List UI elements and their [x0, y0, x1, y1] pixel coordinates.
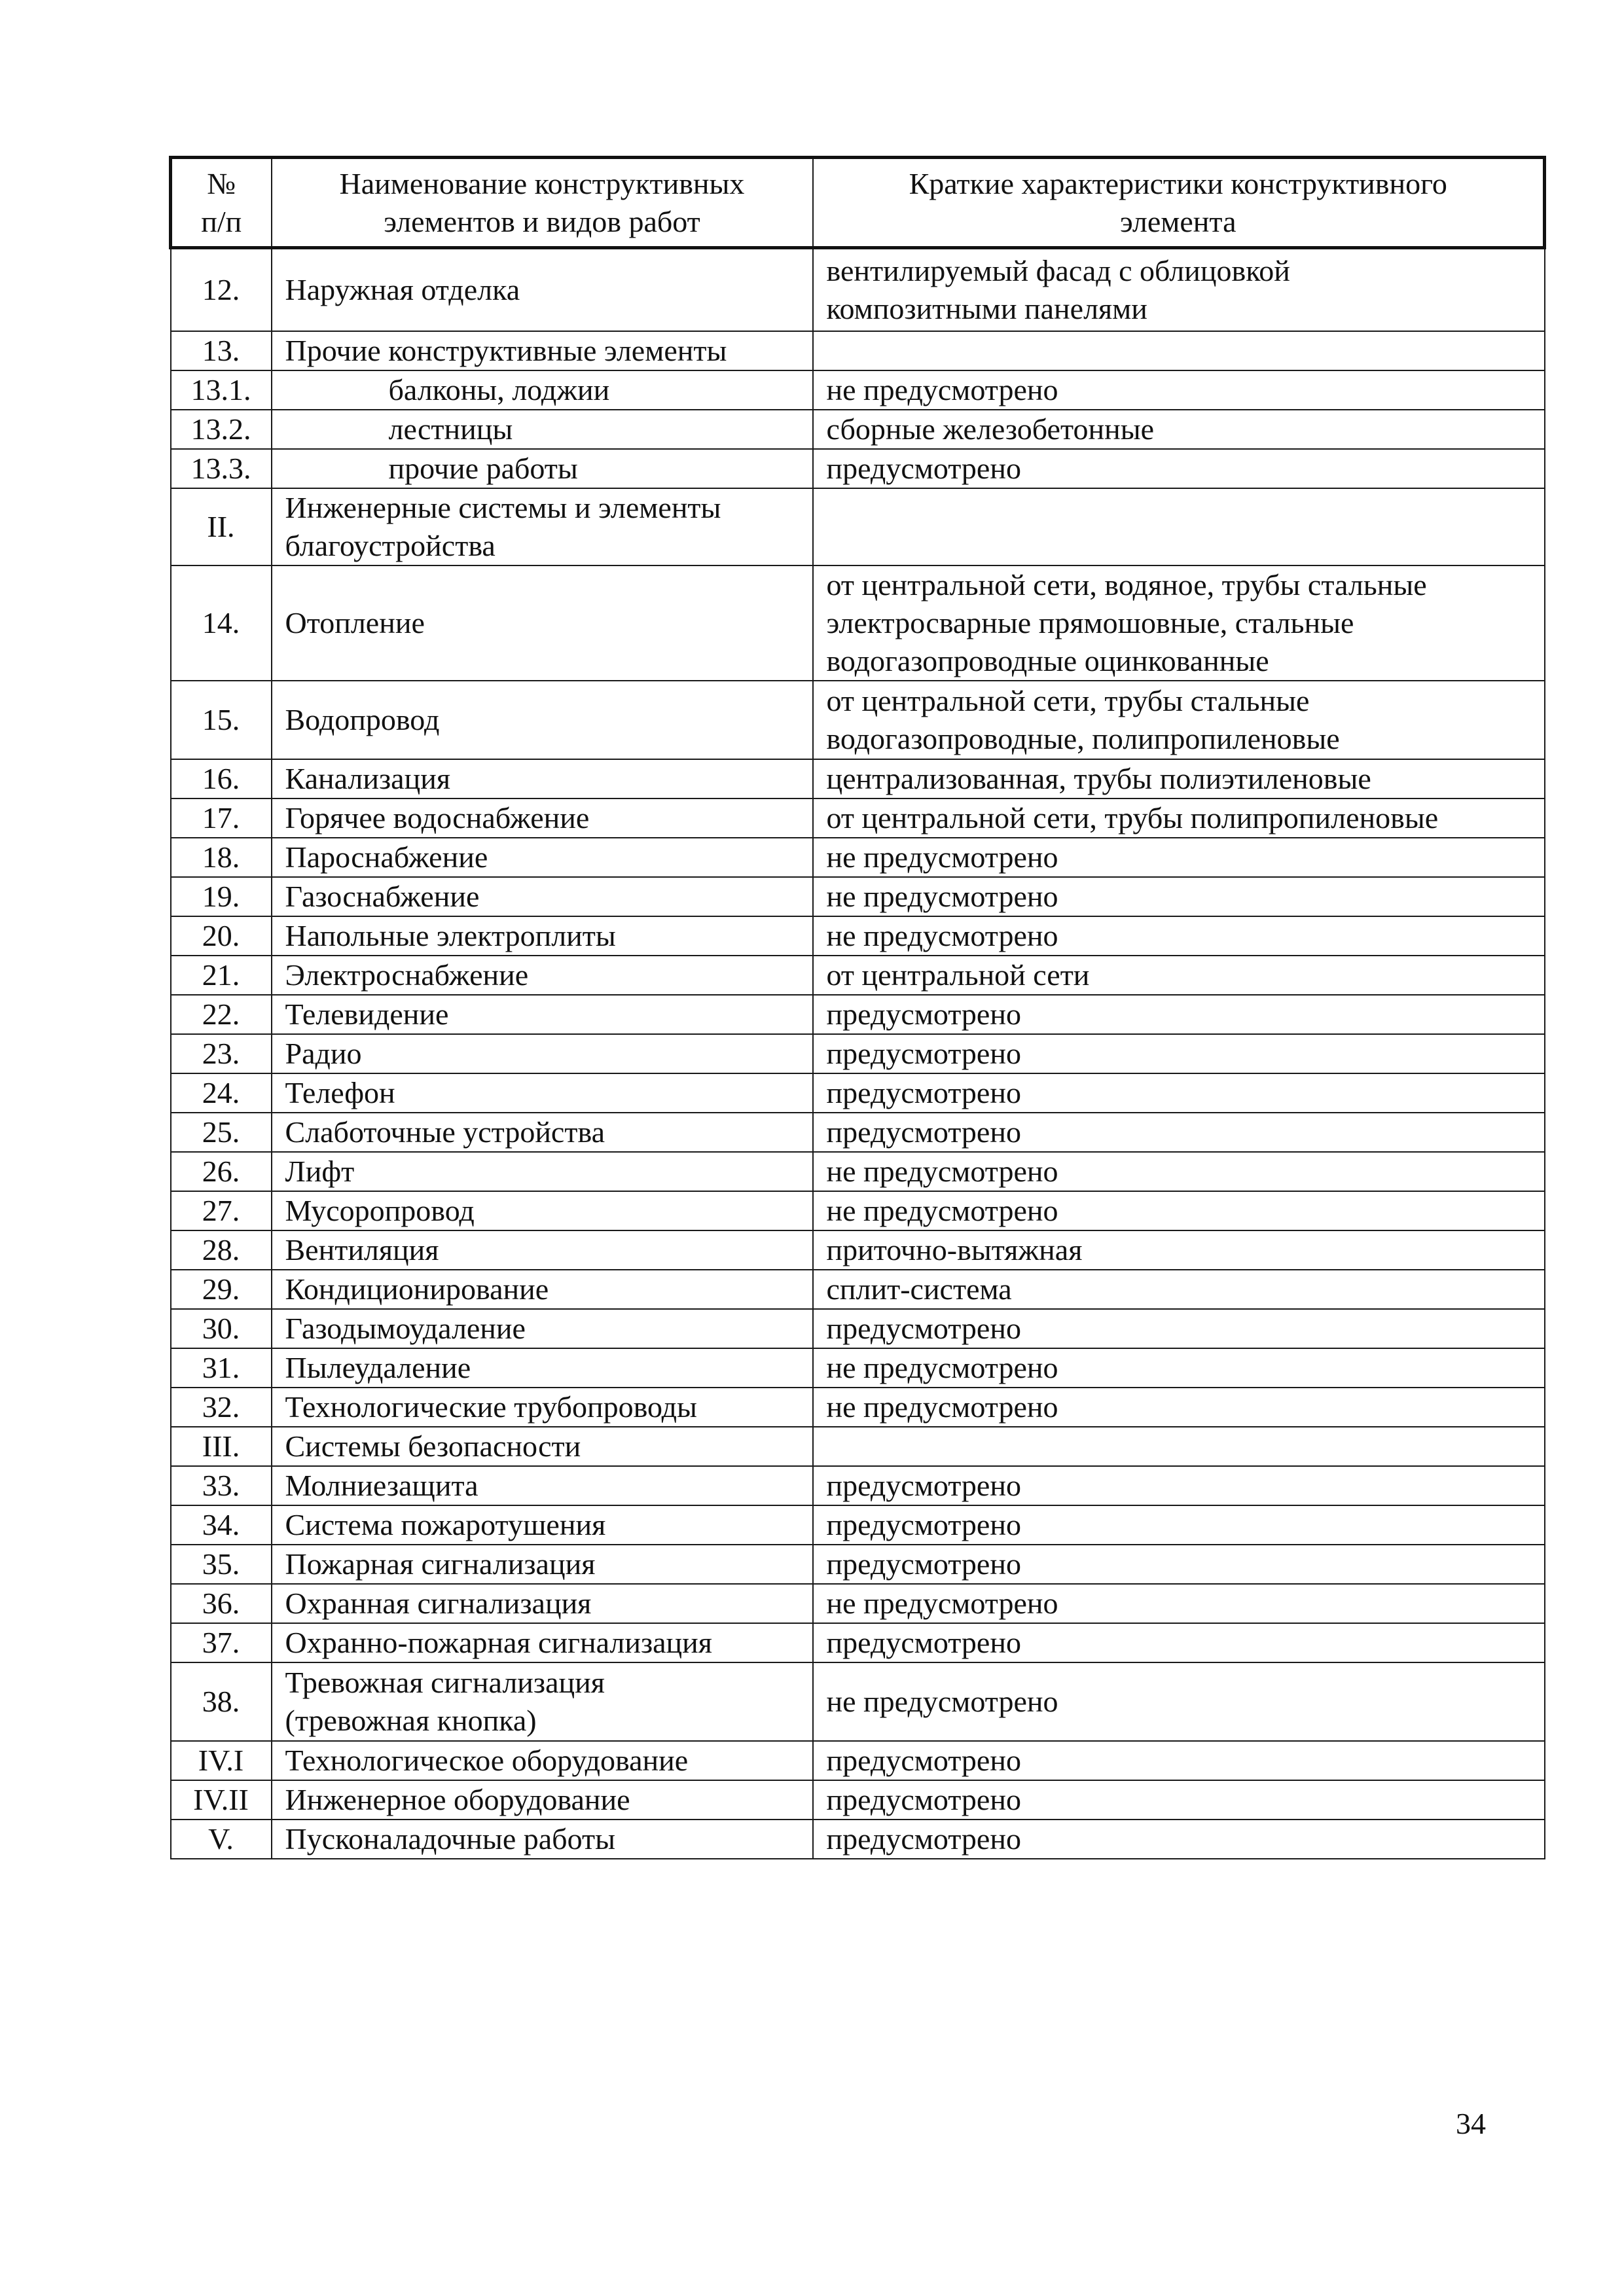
header-desc [813, 158, 1545, 248]
row-number: 15. [171, 681, 272, 759]
table-row [171, 331, 1545, 370]
element-name [272, 1348, 813, 1388]
element-name-line: Вентиляция [285, 1233, 439, 1266]
row-number: II. [171, 488, 272, 565]
element-characteristics [813, 565, 1545, 681]
element-name-line: Канализация [285, 762, 450, 795]
element-name [272, 838, 813, 877]
table-row [171, 1820, 1545, 1859]
characteristics-line: от центральной сети, водяное, трубы стальные [826, 568, 1427, 601]
element-name-line: Охранно-пожарная сигнализация [285, 1626, 712, 1659]
row-number: V. [171, 1820, 272, 1859]
element-name-line: Слаботочные устройства [285, 1115, 605, 1149]
element-name-line: Технологическое оборудование [285, 1744, 689, 1777]
element-name [272, 1584, 813, 1623]
table-row [171, 1780, 1545, 1820]
row-number: 37. [171, 1623, 272, 1662]
characteristics-line: предусмотрено [826, 1037, 1021, 1070]
element-name-line: прочие работы [388, 452, 578, 485]
table-row [171, 488, 1545, 565]
row-number: 19. [171, 877, 272, 916]
table-row [171, 1388, 1545, 1427]
table-row [171, 1230, 1545, 1270]
element-name-line: (тревожная кнопка) [285, 1704, 537, 1737]
table-row [171, 1545, 1545, 1584]
characteristics-line: от центральной сети, трубы полипропиленовые [826, 801, 1439, 834]
table-row [171, 681, 1545, 759]
element-name [272, 995, 813, 1034]
table-row [171, 1427, 1545, 1466]
characteristics-line: не предусмотрено [826, 1351, 1058, 1384]
table-row [171, 1505, 1545, 1545]
element-characteristics [813, 1152, 1545, 1191]
characteristics-line: электросварные прямошовные, стальные [826, 606, 1354, 639]
characteristics-line: сборные железобетонные [826, 412, 1155, 446]
element-name-line: Газодымоудаление [285, 1312, 526, 1345]
header-desc-line: Краткие характеристики конструктивного [909, 166, 1447, 200]
table-row [171, 759, 1545, 798]
element-characteristics [813, 1466, 1545, 1505]
element-name-line: Отопление [285, 606, 425, 639]
table-row [171, 1309, 1545, 1348]
characteristics-line: от центральной сети, трубы стальные [826, 684, 1310, 717]
element-name-line: Радио [285, 1037, 362, 1070]
characteristics-line: предусмотрено [826, 1626, 1021, 1659]
element-name-line: Мусоропровод [285, 1194, 475, 1227]
table-row [171, 449, 1545, 488]
table-row [171, 1152, 1545, 1191]
element-name-line: Пусконаладочные работы [285, 1822, 615, 1856]
table-row [171, 248, 1545, 332]
characteristics-line: предусмотрено [826, 1508, 1021, 1541]
element-name-line: Прочие конструктивные элементы [285, 334, 727, 367]
row-number: 24. [171, 1073, 272, 1113]
element-characteristics [813, 1505, 1545, 1545]
element-characteristics [813, 1270, 1545, 1309]
element-characteristics [813, 370, 1545, 410]
element-name [272, 1427, 813, 1466]
characteristics-line: композитными панелями [826, 292, 1147, 325]
characteristics-line: сплит-система [826, 1272, 1012, 1306]
characteristics-line: не предусмотрено [826, 840, 1058, 874]
characteristics-line: предусмотрено [826, 1115, 1021, 1149]
table-row [171, 838, 1545, 877]
element-name-line: Технологические трубопроводы [285, 1390, 697, 1424]
row-number: IV.II [171, 1780, 272, 1820]
element-characteristics [813, 916, 1545, 956]
row-number: 28. [171, 1230, 272, 1270]
row-number: 14. [171, 565, 272, 681]
characteristics-line: не предусмотрено [826, 919, 1058, 952]
element-characteristics [813, 1034, 1545, 1073]
header-num-line: п/п [201, 204, 242, 238]
characteristics-line: не предусмотрено [826, 1155, 1058, 1188]
row-number: 27. [171, 1191, 272, 1230]
table-row [171, 1741, 1545, 1780]
characteristics-line: от центральной сети [826, 958, 1090, 992]
row-number: 32. [171, 1388, 272, 1427]
row-number: 33. [171, 1466, 272, 1505]
element-name-line: лестницы [388, 412, 513, 446]
element-name [272, 370, 813, 410]
element-name [272, 1152, 813, 1191]
element-name [272, 1466, 813, 1505]
element-name-line: Горячее водоснабжение [285, 801, 590, 834]
row-number: 20. [171, 916, 272, 956]
element-characteristics [813, 995, 1545, 1034]
element-name [272, 681, 813, 759]
characteristics-line: централизованная, трубы полиэтиленовые [826, 762, 1371, 795]
header-num [171, 158, 272, 248]
page-number: 34 [1456, 2107, 1486, 2140]
table-row [171, 1623, 1545, 1662]
element-name [272, 1388, 813, 1427]
row-number: III. [171, 1427, 272, 1466]
element-name-line: Пылеудаление [285, 1351, 471, 1384]
element-characteristics [813, 1623, 1545, 1662]
characteristics-line: предусмотрено [826, 1547, 1021, 1581]
element-name-line: Тревожная сигнализация [285, 1666, 605, 1699]
element-characteristics [813, 1741, 1545, 1780]
row-number: 18. [171, 838, 272, 877]
element-characteristics [813, 1545, 1545, 1584]
row-number: 26. [171, 1152, 272, 1191]
header-name-line: Наименование конструктивных [339, 166, 745, 200]
element-name-line: Лифт [285, 1155, 355, 1188]
element-name-line: Инженерные системы и элементы [285, 491, 721, 524]
characteristics-line: не предусмотрено [826, 1194, 1058, 1227]
header-name [272, 158, 813, 248]
element-name [272, 1270, 813, 1309]
element-characteristics [813, 798, 1545, 838]
element-characteristics [813, 1073, 1545, 1113]
element-name-line: Инженерное оборудование [285, 1783, 630, 1816]
table-row [171, 370, 1545, 410]
characteristics-line: водогазопроводные оцинкованные [826, 644, 1269, 677]
characteristics-line: не предусмотрено [826, 373, 1058, 406]
element-name-line: Телевидение [285, 997, 449, 1031]
table-row [171, 995, 1545, 1034]
table-row [171, 1073, 1545, 1113]
element-name [272, 956, 813, 995]
element-characteristics [813, 877, 1545, 916]
element-characteristics [813, 1348, 1545, 1388]
element-name [272, 1191, 813, 1230]
row-number: 25. [171, 1113, 272, 1152]
table-header-row [171, 158, 1545, 248]
characteristics-line: предусмотрено [826, 1822, 1021, 1856]
row-number: 31. [171, 1348, 272, 1388]
element-characteristics [813, 1584, 1545, 1623]
element-name-line: Системы безопасности [285, 1429, 581, 1463]
characteristics-line: не предусмотрено [826, 1390, 1058, 1424]
element-name [272, 1780, 813, 1820]
characteristics-line: предусмотрено [826, 1312, 1021, 1345]
header-desc-line: элемента [1119, 204, 1236, 238]
table-row [171, 916, 1545, 956]
element-name [272, 1741, 813, 1780]
element-name [272, 1113, 813, 1152]
characteristics-line: предусмотрено [826, 1744, 1021, 1777]
characteristics-line: предусмотрено [826, 997, 1021, 1031]
element-characteristics [813, 681, 1545, 759]
element-name [272, 1034, 813, 1073]
element-name-line: Электроснабжение [285, 958, 529, 992]
element-name [272, 1623, 813, 1662]
element-name [272, 1073, 813, 1113]
row-number: 38. [171, 1662, 272, 1741]
characteristics-line: предусмотрено [826, 1076, 1021, 1109]
row-number: 12. [171, 248, 272, 332]
table-row [171, 1662, 1545, 1741]
row-number: 13. [171, 331, 272, 370]
element-name-line: Водопровод [285, 703, 440, 736]
row-number: 23. [171, 1034, 272, 1073]
element-characteristics [813, 1820, 1545, 1859]
element-name [272, 798, 813, 838]
row-number: 35. [171, 1545, 272, 1584]
header-name-line: элементов и видов работ [384, 204, 700, 238]
row-number: 16. [171, 759, 272, 798]
table-body [171, 248, 1545, 1859]
element-name [272, 488, 813, 565]
element-characteristics [813, 1662, 1545, 1741]
element-name [272, 1505, 813, 1545]
element-name-line: Система пожаротушения [285, 1508, 606, 1541]
element-name [272, 1820, 813, 1859]
element-characteristics [813, 956, 1545, 995]
element-name-line: Пароснабжение [285, 840, 488, 874]
characteristics-line: предусмотрено [826, 1783, 1021, 1816]
header-num-line: № [207, 166, 236, 200]
element-characteristics [813, 248, 1545, 332]
characteristics-table [169, 156, 1546, 1859]
characteristics-line: не предусмотрено [826, 1587, 1058, 1620]
table-row [171, 877, 1545, 916]
element-characteristics [813, 1191, 1545, 1230]
element-characteristics [813, 1388, 1545, 1427]
element-name-line: Телефон [285, 1076, 395, 1109]
element-name [272, 449, 813, 488]
element-name-line: Пожарная сигнализация [285, 1547, 596, 1581]
characteristics-line: предусмотрено [826, 452, 1021, 485]
table-row [171, 798, 1545, 838]
element-name-line: Наружная отделка [285, 273, 520, 306]
table-row [171, 1034, 1545, 1073]
element-name [272, 565, 813, 681]
element-name [272, 1545, 813, 1584]
element-name [272, 759, 813, 798]
element-name-line: Напольные электроплиты [285, 919, 616, 952]
element-characteristics [813, 1780, 1545, 1820]
row-number: 30. [171, 1309, 272, 1348]
element-name-line: благоустройства [285, 529, 496, 562]
table-row [171, 410, 1545, 449]
element-name [272, 331, 813, 370]
row-number: 29. [171, 1270, 272, 1309]
table-row [171, 1191, 1545, 1230]
characteristics-line: приточно-вытяжная [826, 1233, 1083, 1266]
table-row [171, 1113, 1545, 1152]
element-name-line: балконы, лоджии [388, 373, 610, 406]
element-name [272, 916, 813, 956]
element-characteristics [813, 759, 1545, 798]
element-name-line: Молниезащита [285, 1469, 478, 1502]
element-characteristics [813, 1230, 1545, 1270]
element-name [272, 1230, 813, 1270]
element-characteristics [813, 1427, 1545, 1466]
characteristics-line: вентилируемый фасад с облицовкой [826, 254, 1290, 287]
element-name-line: Газоснабжение [285, 880, 480, 913]
row-number: 36. [171, 1584, 272, 1623]
characteristics-line: не предусмотрено [826, 1685, 1058, 1718]
element-name-line: Кондиционирование [285, 1272, 549, 1306]
element-characteristics [813, 410, 1545, 449]
element-characteristics [813, 449, 1545, 488]
table-row [171, 956, 1545, 995]
element-characteristics [813, 331, 1545, 370]
characteristics-line: не предусмотрено [826, 880, 1058, 913]
table-row [171, 1584, 1545, 1623]
row-number: 21. [171, 956, 272, 995]
element-name [272, 410, 813, 449]
characteristics-line: водогазопроводные, полипропиленовые [826, 722, 1340, 755]
row-number: 13.1. [171, 370, 272, 410]
element-characteristics [813, 838, 1545, 877]
row-number: 17. [171, 798, 272, 838]
table-row [171, 565, 1545, 681]
table-row [171, 1348, 1545, 1388]
element-characteristics [813, 1113, 1545, 1152]
row-number: 13.2. [171, 410, 272, 449]
row-number: 22. [171, 995, 272, 1034]
element-name [272, 1309, 813, 1348]
row-number: IV.I [171, 1741, 272, 1780]
element-name [272, 248, 813, 332]
element-name-line: Охранная сигнализация [285, 1587, 592, 1620]
element-characteristics [813, 488, 1545, 565]
element-name [272, 877, 813, 916]
row-number: 34. [171, 1505, 272, 1545]
element-characteristics [813, 1309, 1545, 1348]
characteristics-line: предусмотрено [826, 1469, 1021, 1502]
row-number: 13.3. [171, 449, 272, 488]
table-row [171, 1270, 1545, 1309]
table-row [171, 1466, 1545, 1505]
element-name [272, 1662, 813, 1741]
